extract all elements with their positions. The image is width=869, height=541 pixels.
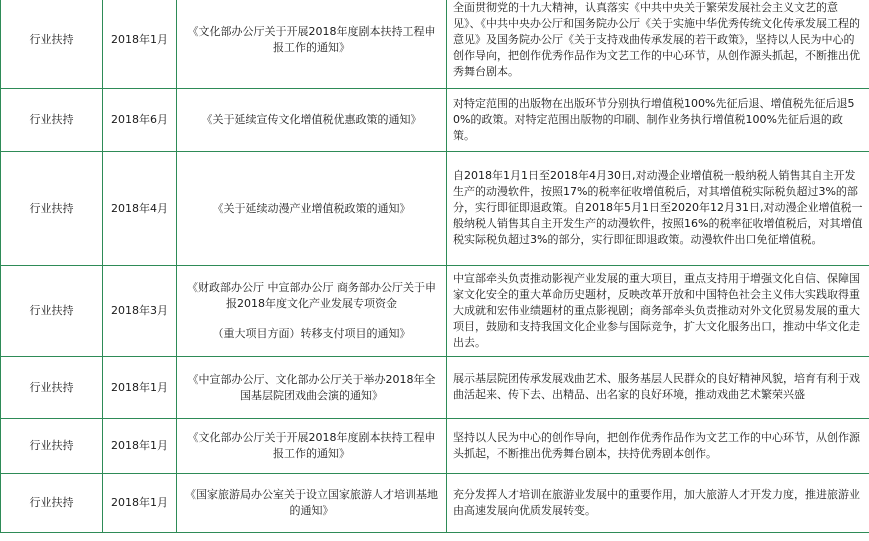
policy-title-cell bbox=[177, 266, 447, 357]
policy-content-cell: 展示基层院团传承发展戏曲艺术、服务基层人民群众的良好精神风貌，培育有利于戏曲活起来、传下去、出精品、出名家的良好环境，推动戏曲艺术繁荣兴盛 bbox=[447, 357, 869, 419]
policy-content-cell: 坚持以人民为中心的创作导向，把创作优秀作品作为文艺工作的中心环节，从创作源头抓起，不断推出优秀舞台剧本，扶持优秀剧本创作。 bbox=[447, 419, 869, 474]
policy-content-cell: 自2018年1月1日至2018年4月30日,对动漫企业增值税一般纳税人销售其自主开发生产的动漫软件，按照17%的税率征收增值税后，对其增值税实际税负超过3%的部分，实行即征即退政策。自2018年5月1日至2020年12月31日,对动漫企业增值税一般纳税人销售其自主开发生产的动漫软件，按照16%的税率征收增值税后，对其增值税实际税负超过3%的部分，实行即征即退政策。动漫软件出口免征增值税。 bbox=[447, 152, 869, 266]
category-cell: 行业扶持 bbox=[1, 266, 103, 357]
policy-title-line: 《财政部办公厅 中宣部办公厅 商务部办公厅关于申报2018年度文化产业发展专项资金 bbox=[187, 281, 436, 310]
policy-title-cell: 《关于延续宣传文化增值税优惠政策的通知》 bbox=[177, 89, 447, 152]
policy-title-line: （重大项目方面）转移支付项目的通知》 bbox=[212, 327, 411, 340]
date-cell: 2018年4月 bbox=[103, 152, 177, 266]
policy-title-cell: 《文化部办公厅关于开展2018年度剧本扶持工程申报工作的通知》 bbox=[177, 419, 447, 474]
date-cell: 2018年1月 bbox=[103, 0, 177, 89]
category-cell: 行业扶持 bbox=[1, 419, 103, 474]
table-row bbox=[1, 0, 869, 89]
date-cell: 2018年1月 bbox=[103, 419, 177, 474]
category-cell: 行业扶持 bbox=[1, 0, 103, 89]
category-cell: 行业扶持 bbox=[1, 89, 103, 152]
table-row bbox=[1, 357, 869, 419]
table-row bbox=[1, 419, 869, 474]
category-cell: 行业扶持 bbox=[1, 474, 103, 533]
title-spacer bbox=[185, 312, 438, 326]
policy-content-cell: 全面贯彻党的十九大精神，认真落实《中共中央关于繁荣发展社会主义文艺的意见》、《中共中央办公厅和国务院办公厅《关于实施中华优秀传统文化传承发展工程的意见》及国务院办公厅《关于支持戏曲传承发展的若干政策》，坚持以人民为中心的创作导向，把创作优秀作品作为文艺工作的中心环节，从创作源头抓起，不断推出优秀舞台剧本。 bbox=[447, 0, 869, 89]
policy-title-cell: 《关于延续动漫产业增值税政策的通知》 bbox=[177, 152, 447, 266]
table-row bbox=[1, 89, 869, 152]
policy-content-cell: 对特定范围的出版物在出版环节分别执行增值税100%先征后退、增值税先征后退50%的政策。对特定范围出版物的印刷、制作业务执行增值税100%先征后退的政策。 bbox=[447, 89, 869, 152]
table-row bbox=[1, 474, 869, 533]
policy-title-cell: 《中宣部办公厅、文化部办公厅关于举办2018年全国基层院团戏曲会演的通知》 bbox=[177, 357, 447, 419]
date-cell: 2018年1月 bbox=[103, 474, 177, 533]
policy-title-cell: 《文化部办公厅关于开展2018年度剧本扶持工程申报工作的通知》 bbox=[177, 0, 447, 89]
date-cell: 2018年1月 bbox=[103, 357, 177, 419]
date-cell: 2018年6月 bbox=[103, 89, 177, 152]
policy-content-cell: 中宣部牵头负责推动影视产业发展的重大项目，重点支持用于增强文化自信、保障国家文化安全的重大革命历史题材，反映改革开放和中国特色社会主义伟大实践取得重大成就和宏伟业绩题材的重点影视剧；商务部牵头负责推动对外文化贸易发展的重大项目，鼓励和支持我国文化企业参与国际竞争，扩大文化服务出口，推动中华文化走出去。 bbox=[447, 266, 869, 357]
table-row bbox=[1, 152, 869, 266]
policy-title-cell: 《国家旅游局办公室关于设立国家旅游人才培训基地的通知》 bbox=[177, 474, 447, 533]
policy-content-cell: 充分发挥人才培训在旅游业发展中的重要作用，加大旅游人才开发力度，推进旅游业由高速发展向优质发展转变。 bbox=[447, 474, 869, 533]
category-cell: 行业扶持 bbox=[1, 357, 103, 419]
category-cell: 行业扶持 bbox=[1, 152, 103, 266]
date-cell: 2018年3月 bbox=[103, 266, 177, 357]
table-row bbox=[1, 266, 869, 357]
